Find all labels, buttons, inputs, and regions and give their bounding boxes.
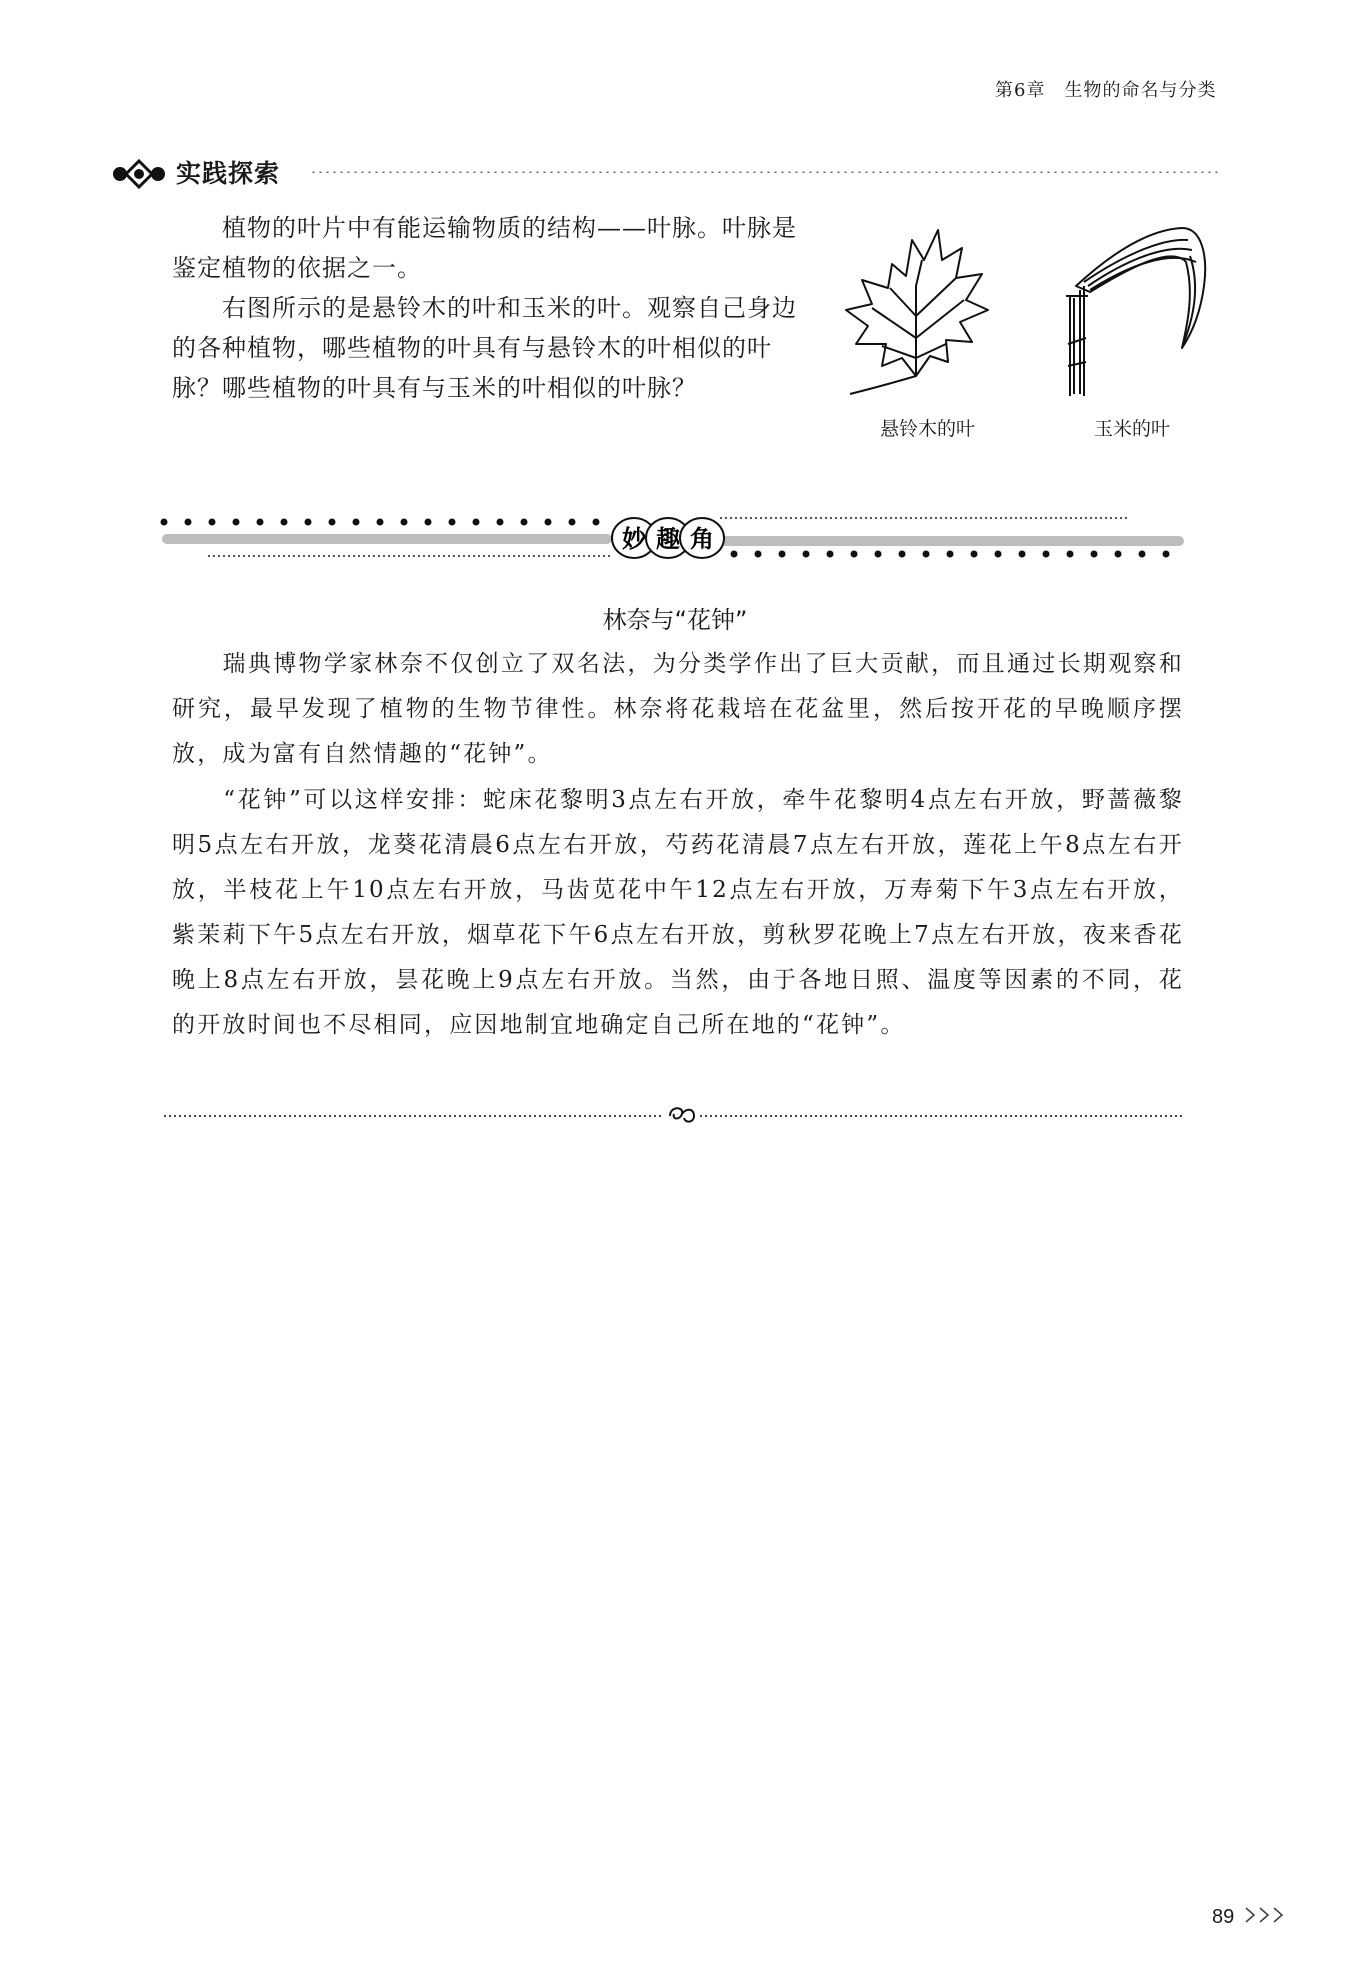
practice-paragraph-2: 右图所示的是悬铃木的叶和玉米的叶。观察自己身边的各种植物，哪些植物的叶具有与悬铃木的叶相似的叶脉？哪些植物的叶具有与玉米的叶相似的叶脉？ <box>172 294 797 402</box>
practice-paragraph-1: 植物的叶片中有能运输物质的结构——叶脉。叶脉是鉴定植物的依据之一。 <box>172 214 797 282</box>
article-paragraph-2: “花钟”可以这样安排：蛇床花黎明3点左右开放，牵牛花黎明4点左右开放，野蔷薇黎明5点左右开放，龙葵花清晨6点左右开放，芍药花清晨7点左右开放，莲花上午8点左右开放，半枝花上午10点左右开放，马齿苋花中午12点左右开放，万寿菊下午3点左右开放，紫茉莉下午5点左右开放，烟草花下午6点左右开放，剪秋罗花晚上7点左右开放，夜来香花晚上8点左右开放，昙花晚上9点左右开放。当然，由于各地日照、温度等因素的不同，花的开放时间也不尽相同，应因地制宜地确定自己所在地的“花钟”。 <box>172 787 1184 1038</box>
corn-leaf-icon <box>1062 226 1212 396</box>
banner-char-3: 角 <box>690 525 714 553</box>
maple-leaf-icon <box>842 226 990 396</box>
figure-caption-maple: 悬铃木的叶 <box>880 418 976 440</box>
diamond-ornament-icon <box>112 159 166 189</box>
chapter-header: 第6章 生物的命名与分类 <box>995 80 1217 101</box>
banner-char-1: 妙 <box>622 525 646 553</box>
page-number: 89 <box>1212 1906 1235 1928</box>
article-paragraph-1: 瑞典博物学家林奈不仅创立了双名法，为分类学作出了巨大贡献，而且通过长期观察和研究，最早发现了植物的生物节律性。林奈将花栽培在花盆里，然后按开花的早晚顺序摆放，成为富有自然情趣的“花钟”。 <box>172 651 1184 767</box>
chevron-right-icon <box>1240 1904 1290 1926</box>
dotted-rule <box>310 171 1222 173</box>
fun-corner-ornament <box>160 508 1190 568</box>
bottom-dotted-rule <box>164 1102 1184 1126</box>
figure-caption-corn: 玉米的叶 <box>1094 418 1171 440</box>
fun-corner-banner <box>160 508 1190 568</box>
article-title: 林奈与“花钟” <box>602 606 748 634</box>
banner-char-2: 趣 <box>656 525 680 553</box>
section-title: 实践探索 <box>176 159 281 188</box>
